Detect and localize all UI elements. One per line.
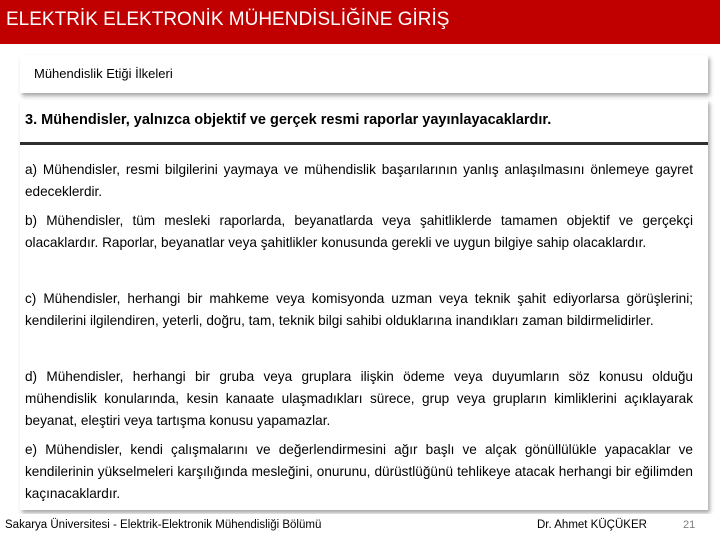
heading-divider [20, 142, 708, 145]
subtitle-box [20, 55, 708, 93]
content-box [20, 100, 708, 510]
header-bar [0, 0, 720, 44]
page-number: 21 [683, 519, 696, 531]
slide-subtitle: Mühendislik Etiği İlkeleri [34, 66, 173, 81]
paragraph-c: c) Mühendisler, herhangi bir mahkeme veya komisyonda uzman veya teknik şahit ediyorlarsa görüşlerini; kendilerini ilgilendiren, yeterli, doğru, tam, teknik bilgi sahibi olduklarına inandıkları zaman bildirmelidirler. [25, 291, 693, 328]
footer [0, 514, 720, 540]
paragraph-d: d) Mühendisler, herhangi bir gruba veya gruplara ilişkin ödeme veya duyumların söz konusu olduğu mühendislik konularında, kesin kanaate ulaşmadıkları sürece, grup veya grupların kimliklerini açıklayarak beyanat, eleştiri veya tartışma konusu yapamazlar. [25, 369, 693, 428]
slide-title: ELEKTRİK ELEKTRONİK MÜHENDİSLİĞİNE GİRİŞ [6, 9, 450, 30]
footer-author: Dr. Ahmet KÜÇÜKER [537, 519, 647, 531]
footer-institution: Sakarya Üniversitesi - Elektrik-Elektronik Mühendisliği Bölümü [5, 519, 322, 531]
content-heading: 3. Mühendisler, yalnızca objektif ve gerçek resmi raporlar yayınlayacaklardır. [25, 112, 552, 128]
paragraph-b: b) Mühendisler, tüm mesleki raporlarda, beyanatlarda veya şahitliklerde tamamen objektif ve gerçekçi olacaklardır. Raporlar, beyanatlar veya şahitlikler konusunda gerekli ve uygun bilgiye sahip olacaklardır. [25, 213, 693, 250]
paragraph-a: a) Mühendisler, resmi bilgilerini yaymaya ve mühendislik başarılarının yanlış anlaşılmasını önlemeye gayret edeceklerdir. [25, 162, 693, 199]
paragraph-e: e) Mühendisler, kendi çalışmalarını ve değerlendirmesini ağır başlı ve alçak gönüllülükle yapacaklar ve kendilerinin yükselmeleri karşılığında mesleğini, onurunu, dürüstlüğünü tehlikeye atacak herhangi bir eğilimden kaçınacaklardır. [25, 442, 693, 501]
